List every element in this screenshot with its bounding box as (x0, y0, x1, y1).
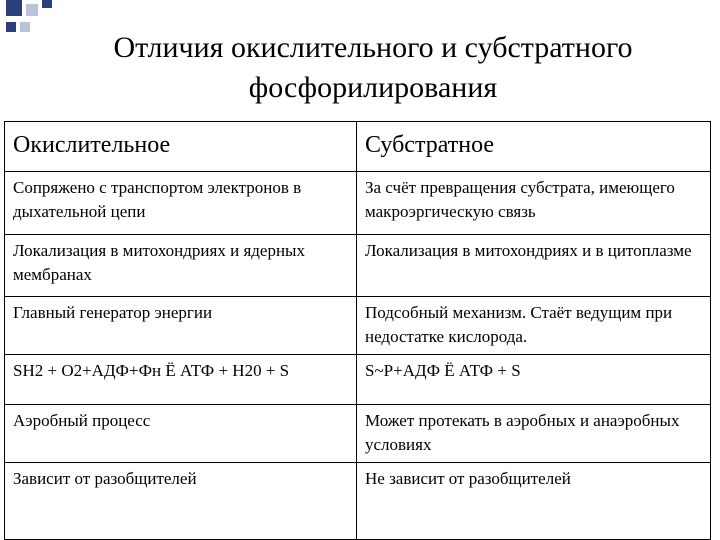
cell-substrate: За счёт превращения субстрата, имеющего макроэргическую связь (357, 172, 711, 235)
cell-substrate: Локализация в митохондриях и в цитоплазме (357, 235, 711, 297)
cell-substrate: Подсобный механизм. Стаёт ведущим при недостатке кислорода. (357, 297, 711, 355)
decor-square-2 (26, 4, 38, 16)
title-line-2: фосфорилирования (248, 71, 498, 104)
table-row (5, 463, 711, 540)
cell-oxidative: Зависит от разобщителей (5, 463, 357, 540)
cell-oxidative-equation: SH2 + O2+АДФ+Фн Ё АТФ + H20 + S (5, 355, 357, 405)
cell-substrate-equation: S~P+АДФ Ё АТФ + S (357, 355, 711, 405)
header-substrate: Субстратное (357, 122, 711, 172)
table-row (5, 355, 711, 405)
table-row (5, 172, 711, 235)
title-line-1: Отличия окислительного и субстратного (113, 31, 633, 64)
table-row (5, 405, 711, 463)
table-row (5, 297, 711, 355)
decor-square-3 (6, 22, 16, 32)
cell-oxidative: Аэробный процесс (5, 405, 357, 463)
cell-oxidative: Локализация в митохондриях и ядерных мембранах (5, 235, 357, 297)
table-row (5, 235, 711, 297)
cell-substrate: Не зависит от разобщителей (357, 463, 711, 540)
comparison-table (4, 121, 711, 540)
table-header-row (5, 122, 711, 172)
cell-oxidative: Сопряжено с транспортом электронов в дыхательной цепи (5, 172, 357, 235)
decor-square-5 (42, 0, 52, 8)
decor-square-1 (6, 0, 22, 16)
decor-square-4 (20, 22, 30, 32)
cell-oxidative: Главный генератор энергии (5, 297, 357, 355)
cell-substrate: Может протекать в аэробных и анаэробных условиях (357, 405, 711, 463)
header-oxidative: Окислительное (5, 122, 357, 172)
page-title (60, 28, 660, 108)
